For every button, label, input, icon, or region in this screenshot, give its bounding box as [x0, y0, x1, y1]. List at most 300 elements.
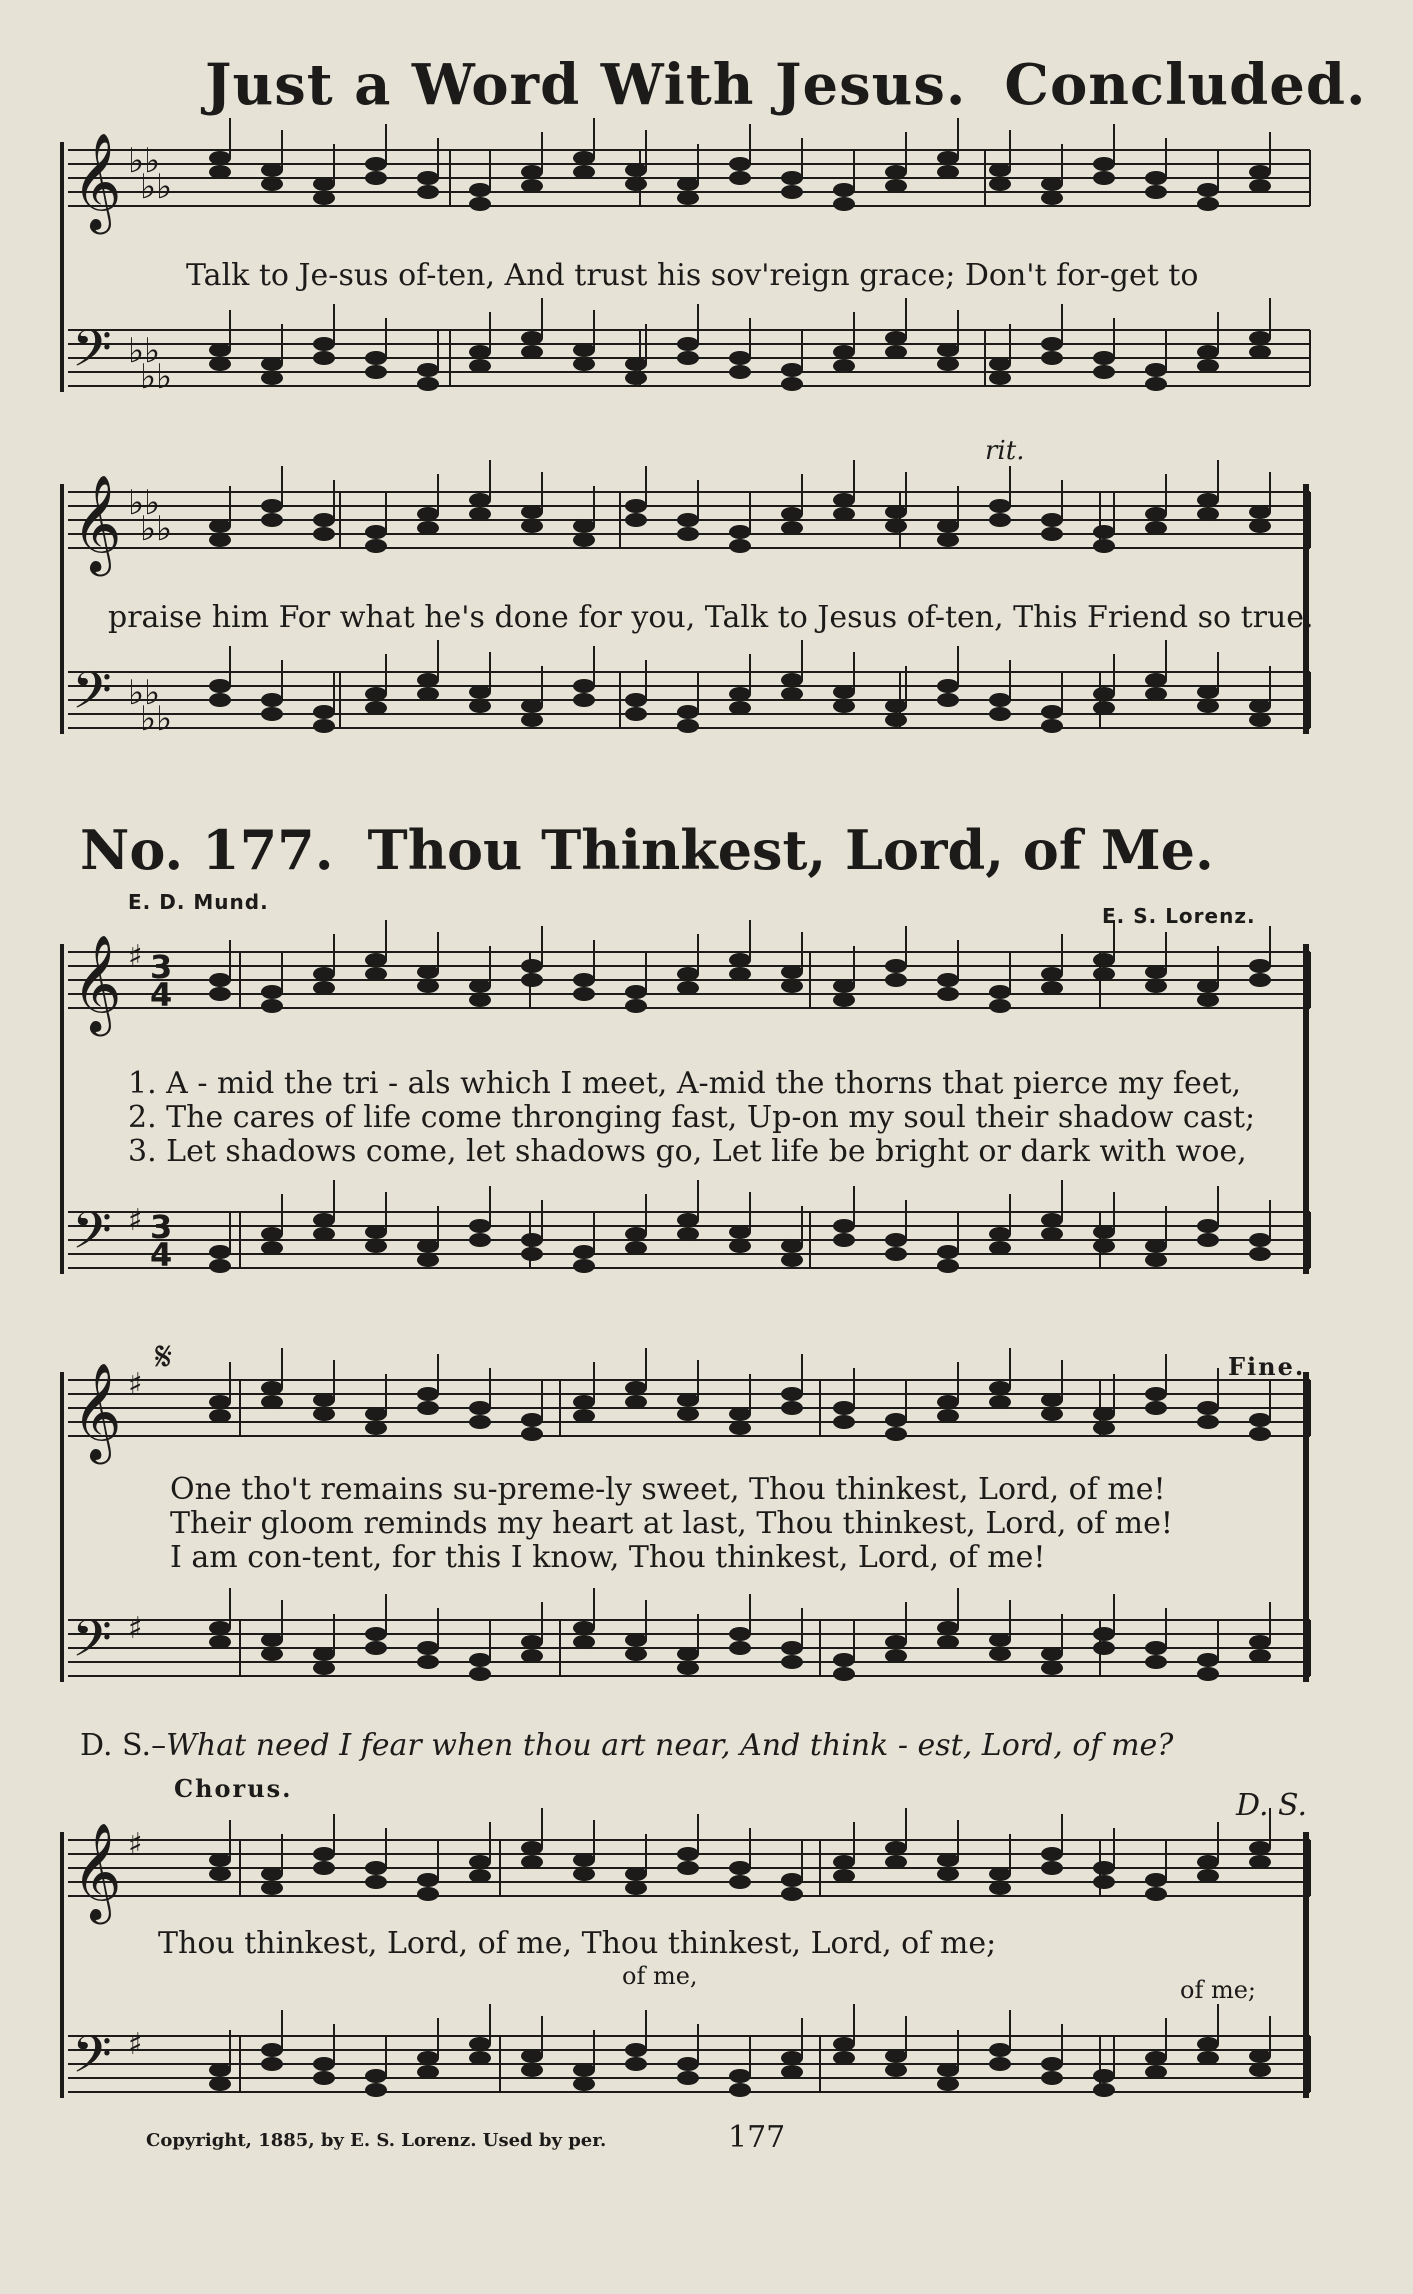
notehead	[781, 507, 803, 521]
notehead	[729, 365, 751, 379]
notehead	[209, 2077, 231, 2091]
notehead	[313, 719, 335, 733]
notehead	[1249, 959, 1271, 973]
notehead	[1249, 165, 1271, 179]
notehead	[573, 1621, 595, 1635]
notehead	[989, 2043, 1011, 2057]
ds-mark: D. S.	[1236, 1788, 1308, 1823]
notehead	[885, 179, 907, 193]
hymn-number: No. 177.	[80, 818, 334, 882]
notehead	[1093, 1225, 1115, 1239]
notehead	[781, 673, 803, 687]
notehead	[625, 2043, 647, 2057]
notehead	[781, 1401, 803, 1415]
notehead	[261, 1867, 283, 1881]
notehead	[261, 999, 283, 1013]
notehead	[209, 1259, 231, 1273]
notehead	[1093, 1421, 1115, 1435]
notehead	[313, 1213, 335, 1227]
notehead	[989, 177, 1011, 191]
notehead	[885, 345, 907, 359]
notehead	[833, 1219, 855, 1233]
notehead	[1145, 507, 1167, 521]
notehead	[1041, 2057, 1063, 2071]
notehead	[209, 1621, 231, 1635]
notehead	[1249, 1635, 1271, 1649]
notehead	[1041, 1213, 1063, 1227]
notehead	[677, 1861, 699, 1875]
notehead	[209, 987, 231, 1001]
notehead	[365, 539, 387, 553]
sharp-icon: ♯	[128, 1611, 143, 1646]
notehead	[573, 357, 595, 371]
notehead	[1249, 519, 1271, 533]
notehead	[417, 1401, 439, 1415]
hymn-title: Thou Thinkest, Lord, of Me.	[367, 818, 1214, 882]
notehead	[989, 999, 1011, 1013]
notehead	[313, 1227, 335, 1241]
fine-marking: Fine.	[1228, 1352, 1306, 1381]
notehead	[1093, 1407, 1115, 1421]
notehead	[261, 1881, 283, 1895]
notehead	[1041, 191, 1063, 205]
notehead	[625, 707, 647, 721]
notehead	[885, 699, 907, 713]
notehead	[1197, 1415, 1219, 1429]
title-text: Just a Word With Jesus.	[205, 52, 967, 118]
notehead	[469, 1855, 491, 1869]
notehead	[469, 979, 491, 993]
notehead	[989, 707, 1011, 721]
notehead	[261, 1647, 283, 1661]
notehead	[1249, 345, 1271, 359]
notehead	[1093, 953, 1115, 967]
notehead	[937, 343, 959, 357]
flat-icon: ♭♭	[140, 699, 173, 739]
notehead	[1197, 1233, 1219, 1247]
notehead	[625, 1633, 647, 1647]
notehead	[313, 1861, 335, 1875]
notehead	[937, 1635, 959, 1649]
notehead	[313, 1847, 335, 1861]
notehead	[833, 2051, 855, 2065]
notehead	[209, 1867, 231, 1881]
flat-icon: ♭♭	[128, 483, 161, 523]
notehead	[729, 1627, 751, 1641]
notehead	[209, 533, 231, 547]
notehead	[209, 1853, 231, 1867]
notehead	[1249, 1413, 1271, 1427]
notehead	[417, 2051, 439, 2065]
notehead	[521, 505, 543, 519]
notehead	[209, 151, 231, 165]
notehead	[833, 1667, 855, 1681]
notehead	[261, 371, 283, 385]
notehead	[365, 525, 387, 539]
notehead	[313, 1647, 335, 1661]
notehead	[469, 2037, 491, 2051]
notehead	[833, 507, 855, 521]
notehead	[989, 1881, 1011, 1895]
notehead	[1041, 1393, 1063, 1407]
notehead	[313, 705, 335, 719]
notehead	[1145, 1387, 1167, 1401]
notehead	[833, 197, 855, 211]
notehead	[469, 197, 491, 211]
notehead	[313, 337, 335, 351]
notehead	[1041, 351, 1063, 365]
notehead	[469, 993, 491, 1007]
notehead	[573, 987, 595, 1001]
notehead	[1145, 1239, 1167, 1253]
notehead	[1197, 507, 1219, 521]
refrain-line-3: I am con-tent, for this I know, Thou thinkest, Lord, of me!	[170, 1540, 1046, 1575]
notehead	[469, 699, 491, 713]
notehead	[625, 1881, 647, 1895]
notehead	[833, 345, 855, 359]
notehead	[209, 2063, 231, 2077]
notehead	[625, 513, 647, 527]
notehead	[937, 693, 959, 707]
notehead	[1197, 1401, 1219, 1415]
notehead	[625, 357, 647, 371]
notehead	[989, 513, 1011, 527]
notehead	[937, 1867, 959, 1881]
notehead	[573, 1259, 595, 1273]
notehead	[365, 1421, 387, 1435]
notehead	[1093, 967, 1115, 981]
notehead	[989, 371, 1011, 385]
notehead	[1041, 1227, 1063, 1241]
notehead	[677, 527, 699, 541]
notehead	[781, 687, 803, 701]
notehead	[1145, 687, 1167, 701]
notehead	[1145, 1887, 1167, 1901]
notehead	[1093, 365, 1115, 379]
notehead	[521, 1855, 543, 1869]
notehead	[677, 719, 699, 733]
time-signature-icon: 3	[150, 1208, 173, 1246]
notehead	[365, 687, 387, 701]
notehead	[469, 359, 491, 373]
notehead	[469, 507, 491, 521]
notehead	[729, 1421, 751, 1435]
notehead	[417, 507, 439, 521]
notehead	[417, 1641, 439, 1655]
notehead	[1145, 1873, 1167, 1887]
notehead	[677, 1227, 699, 1241]
hymn-heading	[80, 818, 1214, 882]
notehead	[365, 2083, 387, 2097]
flat-icon: ♭♭	[128, 331, 161, 371]
notehead	[365, 967, 387, 981]
time-signature-icon: 3	[150, 948, 173, 986]
flat-icon: ♭♭	[140, 357, 173, 397]
notehead	[1093, 525, 1115, 539]
chorus-label: Chorus.	[174, 1774, 293, 1803]
notehead	[1041, 2071, 1063, 2085]
notehead	[1249, 1233, 1271, 1247]
time-signature-icon: 4	[150, 1236, 173, 1274]
notehead	[469, 685, 491, 699]
notehead	[833, 183, 855, 197]
notehead	[677, 337, 699, 351]
notehead	[677, 1647, 699, 1661]
notehead	[261, 163, 283, 177]
flat-icon: ♭♭	[140, 509, 173, 549]
notehead	[1093, 687, 1115, 701]
notehead	[833, 1415, 855, 1429]
notehead	[417, 673, 439, 687]
chorus-echo-2: of me;	[1180, 1976, 1257, 2004]
notehead	[261, 693, 283, 707]
notehead	[313, 1661, 335, 1675]
notehead	[1093, 2083, 1115, 2097]
notehead	[781, 1873, 803, 1887]
notehead	[729, 2083, 751, 2097]
notehead	[1197, 993, 1219, 1007]
treble-clef-icon: 𝄞	[72, 1362, 122, 1460]
notehead	[1197, 493, 1219, 507]
notehead	[313, 967, 335, 981]
notehead	[1093, 1875, 1115, 1889]
notehead	[209, 357, 231, 371]
notehead	[365, 701, 387, 715]
notehead	[885, 1855, 907, 1869]
notehead	[313, 1407, 335, 1421]
notehead	[1197, 979, 1219, 993]
notehead	[261, 2043, 283, 2057]
notehead	[469, 1869, 491, 1883]
notehead	[1093, 1239, 1115, 1253]
notehead	[937, 2063, 959, 2077]
notehead	[1041, 967, 1063, 981]
notehead	[729, 1861, 751, 1875]
notehead	[989, 1381, 1011, 1395]
notehead	[1145, 1641, 1167, 1655]
notehead	[677, 1213, 699, 1227]
notehead	[1041, 1661, 1063, 1675]
notehead	[781, 979, 803, 993]
sharp-icon: ♯	[128, 939, 143, 974]
notehead	[573, 1853, 595, 1867]
notehead	[1249, 505, 1271, 519]
notehead	[677, 1393, 699, 1407]
notehead	[1197, 1869, 1219, 1883]
notehead	[1041, 1647, 1063, 1661]
notehead	[417, 363, 439, 377]
notehead	[573, 2077, 595, 2091]
notehead	[573, 519, 595, 533]
notehead	[365, 2069, 387, 2083]
treble-clef-icon: 𝄞	[72, 934, 122, 1032]
notehead	[313, 513, 335, 527]
notehead	[677, 191, 699, 205]
notehead	[1041, 1407, 1063, 1421]
notehead	[1249, 2049, 1271, 2063]
notehead	[625, 1647, 647, 1661]
treble-clef-icon: 𝄞	[72, 474, 122, 572]
notehead	[261, 513, 283, 527]
notehead	[1249, 699, 1271, 713]
notehead	[625, 499, 647, 513]
refrain-line-2: Their gloom reminds my heart at last, Thou thinkest, Lord, of me!	[170, 1506, 1173, 1541]
notehead	[833, 979, 855, 993]
notehead	[365, 1627, 387, 1641]
notehead	[573, 1395, 595, 1409]
notehead	[469, 345, 491, 359]
notehead	[989, 499, 1011, 513]
notehead	[261, 499, 283, 513]
notehead	[833, 1233, 855, 1247]
notehead	[521, 331, 543, 345]
notehead	[469, 1219, 491, 1233]
notehead	[937, 1245, 959, 1259]
flat-icon: ♭♭	[128, 141, 161, 181]
notehead	[313, 191, 335, 205]
notehead	[417, 687, 439, 701]
notehead	[729, 351, 751, 365]
notehead	[1041, 513, 1063, 527]
bass-clef-icon: 𝄢	[72, 2024, 112, 2097]
treble-clef-icon: 𝄞	[72, 132, 122, 230]
notehead	[625, 371, 647, 385]
notehead	[209, 693, 231, 707]
notehead	[573, 343, 595, 357]
notehead	[365, 365, 387, 379]
sharp-icon: ♯	[128, 1827, 143, 1862]
notehead	[521, 1841, 543, 1855]
notehead	[313, 2057, 335, 2071]
notehead	[365, 1225, 387, 1239]
notehead	[937, 679, 959, 693]
ds-text: What need I fear when thou art near, And think - est, Lord, of me?	[166, 1728, 1174, 1763]
notehead	[781, 2051, 803, 2065]
notehead	[729, 1239, 751, 1253]
notehead	[1249, 331, 1271, 345]
notehead	[781, 1887, 803, 1901]
notehead	[781, 521, 803, 535]
notehead	[937, 973, 959, 987]
music-credit: E. S. Lorenz.	[1102, 904, 1256, 928]
bass-clef-icon: 𝄢	[72, 318, 112, 391]
notehead	[833, 2037, 855, 2051]
notehead	[1041, 981, 1063, 995]
notehead	[209, 1409, 231, 1423]
notehead	[1145, 2065, 1167, 2079]
treble-clef-icon: 𝄞	[72, 1822, 122, 1920]
notehead	[521, 1427, 543, 1441]
notehead	[781, 2065, 803, 2079]
notehead	[937, 533, 959, 547]
notehead	[1249, 1247, 1271, 1261]
notehead	[1093, 701, 1115, 715]
notehead	[989, 1647, 1011, 1661]
notehead	[833, 699, 855, 713]
notehead	[833, 1401, 855, 1415]
notehead	[729, 157, 751, 171]
notehead	[1249, 2063, 1271, 2077]
notehead	[521, 1413, 543, 1427]
notehead	[729, 701, 751, 715]
notehead	[729, 1407, 751, 1421]
sharp-icon: ♯	[128, 2027, 143, 2062]
notehead	[885, 973, 907, 987]
notehead	[365, 953, 387, 967]
notehead	[781, 1655, 803, 1669]
notehead	[833, 993, 855, 1007]
notehead	[885, 2049, 907, 2063]
notehead	[573, 1635, 595, 1649]
notehead	[885, 1233, 907, 1247]
notehead	[521, 2063, 543, 2077]
notehead	[417, 1655, 439, 1669]
notehead	[989, 357, 1011, 371]
flat-icon: ♭♭	[128, 673, 161, 713]
notehead	[1197, 1219, 1219, 1233]
system-2-lyrics: praise him For what he's done for you, Talk to Jesus of-ten, This Friend so true.	[108, 600, 1314, 635]
notehead	[261, 1633, 283, 1647]
notehead	[1249, 973, 1271, 987]
notehead	[521, 973, 543, 987]
dal-segno-line	[80, 1728, 1173, 1763]
notehead	[521, 345, 543, 359]
notehead	[1041, 705, 1063, 719]
notehead	[209, 1245, 231, 1259]
notehead	[417, 965, 439, 979]
notehead	[781, 363, 803, 377]
notehead	[261, 357, 283, 371]
notehead	[417, 1387, 439, 1401]
notehead	[625, 177, 647, 191]
notehead	[989, 693, 1011, 707]
notehead	[1197, 1855, 1219, 1869]
notehead	[677, 1407, 699, 1421]
notehead	[365, 1875, 387, 1889]
notehead	[1041, 177, 1063, 191]
notehead	[937, 357, 959, 371]
notehead	[625, 1227, 647, 1241]
notehead	[937, 1409, 959, 1423]
notehead	[209, 679, 231, 693]
notehead	[885, 959, 907, 973]
notehead	[469, 1401, 491, 1415]
notehead	[209, 1395, 231, 1409]
notehead	[1249, 713, 1271, 727]
notehead	[209, 343, 231, 357]
notehead	[469, 1233, 491, 1247]
notehead	[1145, 979, 1167, 993]
notehead	[313, 527, 335, 541]
notehead	[1041, 719, 1063, 733]
notehead	[833, 1653, 855, 1667]
sharp-icon: ♯	[128, 1203, 143, 1238]
refrain-line-1: One tho't remains su-preme-ly sweet, Thou thinkest, Lord, of me!	[170, 1472, 1166, 1507]
notehead	[885, 713, 907, 727]
notehead	[937, 1395, 959, 1409]
notehead	[417, 1873, 439, 1887]
notehead	[365, 1239, 387, 1253]
notehead	[1093, 2069, 1115, 2083]
ds-prefix: D. S.–	[80, 1728, 167, 1763]
notehead	[1249, 1649, 1271, 1663]
notehead	[365, 171, 387, 185]
notehead	[833, 359, 855, 373]
notehead	[365, 157, 387, 171]
notehead	[1197, 2051, 1219, 2065]
notehead	[1145, 2051, 1167, 2065]
notehead	[729, 2069, 751, 2083]
